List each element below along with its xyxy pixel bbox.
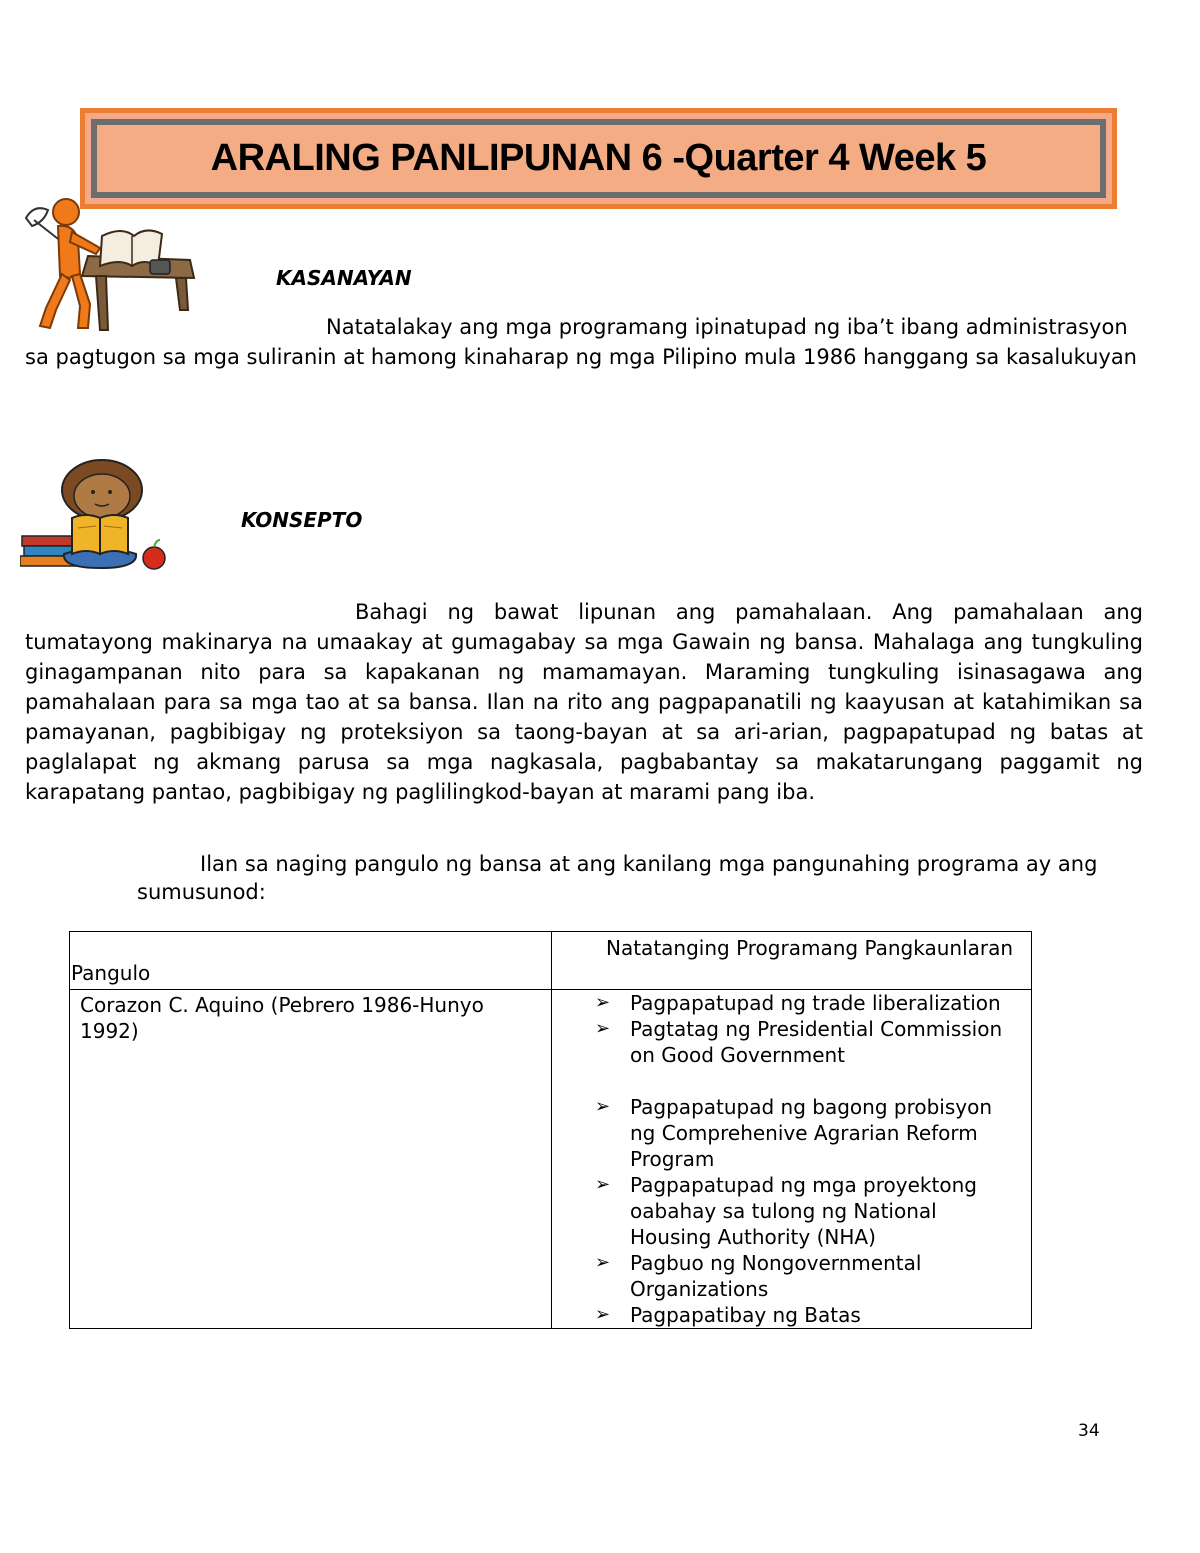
list-item: ➢ Pagpapatibay ng Batas bbox=[595, 1303, 861, 1327]
table-row bbox=[70, 990, 1032, 1329]
header-programs: Natatanging Programang Pangkaunlaran bbox=[606, 936, 1014, 960]
table-header-row bbox=[70, 932, 1032, 990]
arrow-bullet-icon: ➢ bbox=[595, 992, 611, 1013]
list-item: ➢ Pagpapatupad ng bagong probisyon ng Comprehenive Agrarian Reform Program bbox=[595, 1095, 993, 1171]
arrow-bullet-icon: ➢ bbox=[595, 1018, 611, 1039]
list-item: ➢ Pagpapatupad ng trade liberalization bbox=[595, 991, 1001, 1015]
list-item: ➢ Pagpapatupad ng mga proyektong oabahay sa tulong ng National Housing Authority (NHA) bbox=[595, 1173, 977, 1249]
arrow-bullet-icon: ➢ bbox=[595, 1304, 611, 1325]
arrow-bullet-icon: ➢ bbox=[595, 1252, 611, 1273]
title-banner-inner bbox=[91, 119, 1106, 198]
konsepto-heading: KONSEPTO bbox=[241, 508, 363, 532]
programs-list bbox=[552, 990, 1031, 1328]
page-title: ARALING PANLIPUNAN 6 -Quarter 4 Week 5 bbox=[210, 137, 987, 179]
president-name: Corazon C. Aquino (Pebrero 1986-Hunyo 1992) bbox=[80, 993, 484, 1043]
konsepto-intro: Ilan sa naging pangulo ng bansa at ang kanilang mga pangunahing programa ay ang sumusunod: bbox=[137, 852, 1098, 904]
header-president: Pangulo bbox=[71, 961, 151, 985]
arrow-bullet-icon: ➢ bbox=[595, 1174, 611, 1195]
title-banner bbox=[80, 108, 1117, 209]
konsepto-text: Bahagi ng bawat lipunan ang pamahalaan. Ang pamahalaan ang tumatayong makinarya na umaakay at gumagabay sa mga Gawain ng bansa. Mahalaga ang tungkuling ginagampanan nito para sa kapakanan ng mamamayan. Maraming tungkuling isinasagawa ang pamahalaan para sa mga tao at sa bansa. Ilan na rito ang pagpapanatili ng kaayusan at katahimikan sa pamayanan, pagbibigay ng proteksiyon sa taong-bayan at sa ari-arian, pagpapatupad ng batas at paglalapat ng akmang parusa sa mga nagkasala, pagbabantay sa makatarungang paggamit ng karapatang pantao, pagbibigay ng paglilingkod-bayan at marami pang iba. bbox=[25, 600, 1143, 804]
list-item: ➢ Pagtatag ng Presidential Commission on Good Government bbox=[595, 1017, 1003, 1067]
kasanayan-heading: KASANAYAN bbox=[276, 266, 412, 290]
arrow-bullet-icon: ➢ bbox=[595, 1096, 611, 1117]
child-reading-clipart-icon bbox=[20, 458, 170, 573]
header-cell-programs bbox=[552, 932, 1032, 990]
list-item: ➢ Pagbuo ng Nongovernmental Organizations bbox=[595, 1251, 922, 1301]
president-cell bbox=[70, 990, 552, 1329]
page-number: 34 bbox=[1078, 1421, 1100, 1441]
programs-table bbox=[69, 931, 1032, 1329]
header-cell-president bbox=[70, 932, 552, 990]
kasanayan-text: Natatalakay ang mga programang ipinatupad ng iba’t ibang administrasyon sa pagtugon sa mga suliranin at hamong kinaharap ng mga Pilipino mula 1986 hanggang sa kasalukuyan bbox=[25, 315, 1137, 369]
programs-cell bbox=[552, 990, 1032, 1329]
